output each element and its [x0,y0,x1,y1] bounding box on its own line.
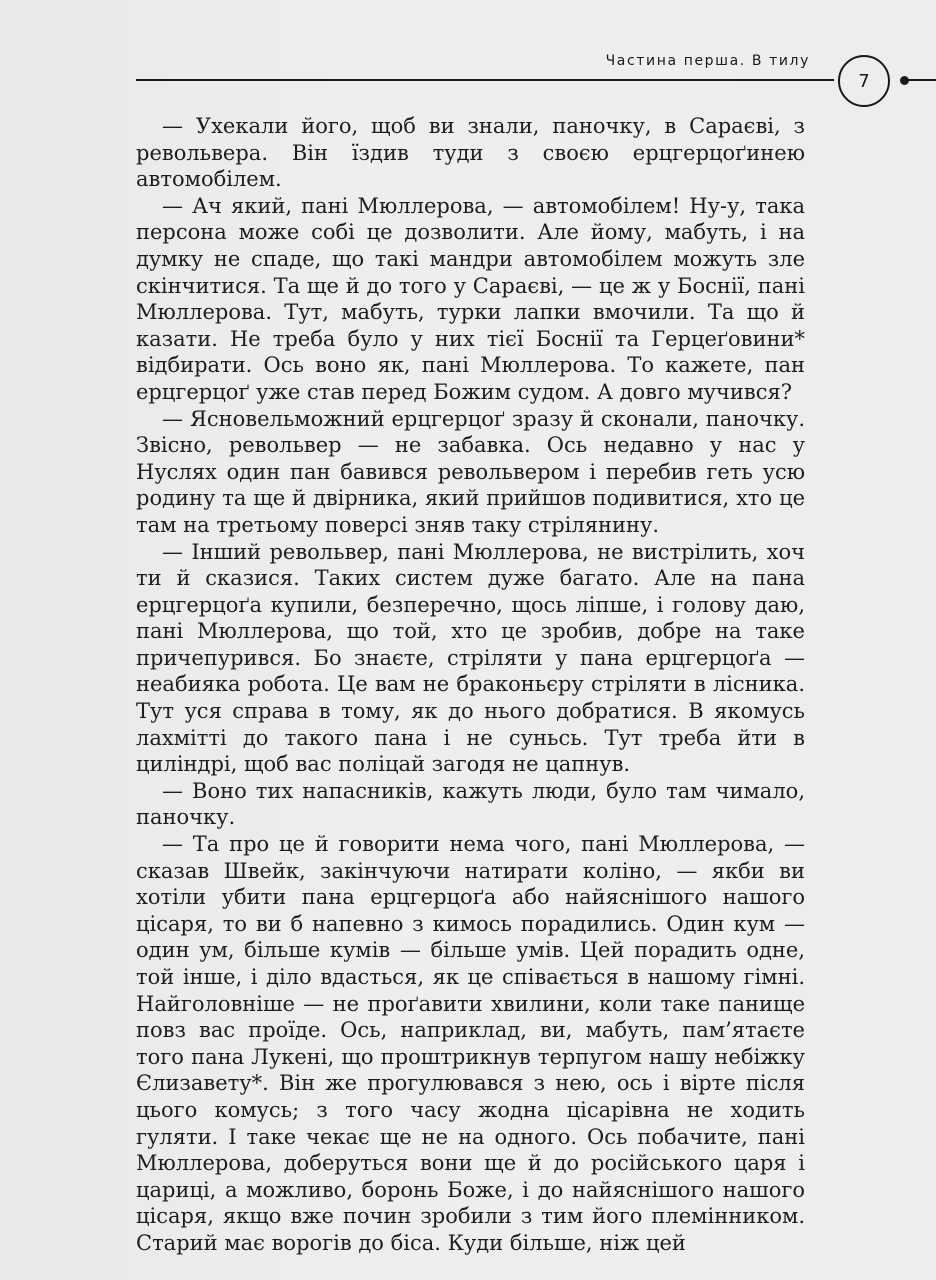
paragraph: — Інший револьвер, пані Мюллерова, не вистрілить, хоч ти й сказися. Таких систем дуже багато. Але на пана ерцгерцоґа купили, безперечно, щось ліпше, і голову даю, пані Мюллерова, що той, хто це зробив, добре на таке причепурився. Бо знаєте, стріляти у пана ерцгерцоґа — неабияка робота. Це вам не браконьєру стріляти в лісника. Тут уся справа в тому, як до нього добратися. В якомусь лахмітті до такого пана і не суньсь. Тут треба йти в циліндрі, щоб вас поліцай загодя не цапнув. [136,539,805,777]
paragraph: — Та про це й говорити нема чого, пані Мюллерова, — сказав Швейк, закінчуючи натирати коліно, — якби ви хотіли убити пана ерцгерцоґа або найяснішого нашого цісаря, то ви б напевно з кимось порадились. Один кум — один ум, більше кумів — більше умів. Цей порадить одне, той інше, і діло вдасться, як це співається в нашому гімні. Найголовніше — не проґавити хвилини, коли таке панище повз вас проїде. Ось, наприклад, ви, мабуть, пам’ятаєте того пана Лукені, що проштрикнув терпугом нашу небіжку Єлизавету*. Він же прогулювався з нею, ось і вірте після цього комусь; з того часу жодна цісарівна не ходить гуляти. І таке чекає ще не на одного. Ось побачите, пані Мюллерова, доберуться вони ще й до російського царя і цариці, а можливо, боронь Боже, і до найяснішого нашого цісаря, якщо вже почин зробили з тим його племінником. Старий має ворогів до біса. Куди більше, ніж цей [136,832,805,1255]
paragraph: — Воно тих напасників, кажуть люди, було там чимало, паночку. [136,778,805,830]
rule-tail [908,79,936,81]
paragraph: — Ухекали його, щоб ви знали, паночку, в Сараєві, з револьвера. Він їздив туди з своєю ерцгерцоґинею автомобілем. [136,114,805,192]
page-number-badge [838,55,890,107]
header-rule [136,79,834,81]
body-text [136,113,805,1257]
page-number: 7 [858,70,870,92]
paragraph: — Ач який, пані Мюллерова, — автомобілем! Ну-у, така персона може собі це дозволити. Але йому, мабуть, і на думку не спаде, що такі мандри автомобілем можуть зле скінчитися. Та ще й до того у Сараєві, — це ж у Боснії, пані Мюллерова. Тут, мабуть, турки лапки вмочили. Та що й казати. Не треба було у них тієї Боснії та Герцеґовини* відбирати. Ось воно як, пані Мюллерова. То кажете, пан ерцгерцоґ уже став перед Божим судом. А довго мучився? [136,193,805,404]
running-title: Частина перша. В тилу [605,53,810,69]
paragraph: — Ясновельможний ерцгерцоґ зразу й сконали, паночку. Звісно, револьвер — не забавка. Ось недавно у нас у Нуслях один пан бавився револьвером і перебив геть усю родину та ще й двірника, який прийшов подивитися, хто це там на третьому поверсі зняв таку стрілянину. [136,406,805,537]
